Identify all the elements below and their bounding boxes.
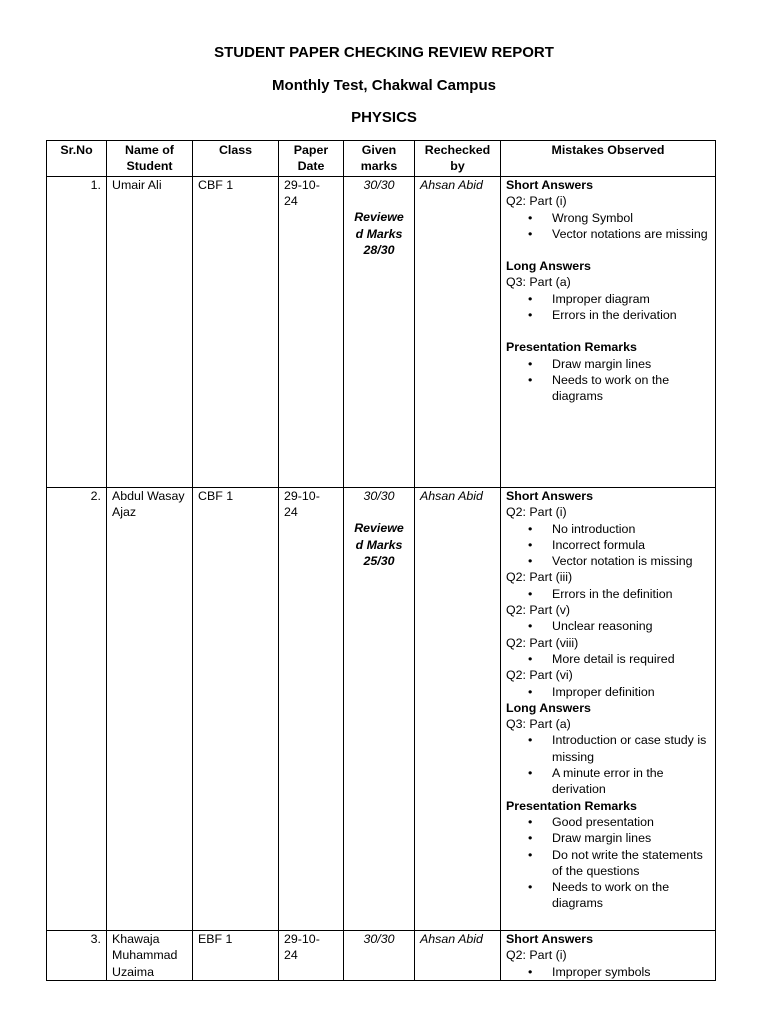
mistake-item: • Wrong Symbol xyxy=(552,210,710,226)
mistake-list xyxy=(506,964,710,980)
table-row xyxy=(47,177,716,488)
mistake-item: • A minute error in the derivation xyxy=(552,765,710,798)
col-header-class: Class xyxy=(193,141,279,177)
table-row xyxy=(47,931,716,981)
question-part: Q2: Part (i) xyxy=(506,948,567,963)
cell-paper-date: 29-10- 24 xyxy=(279,488,344,931)
mistake-list xyxy=(506,814,710,912)
cell-paper-date: 29-10- 24 xyxy=(279,931,344,981)
mistake-list xyxy=(506,356,710,405)
mistake-list xyxy=(506,651,710,667)
mistake-item: • Vector notation is missing xyxy=(552,553,710,569)
question-part: Q2: Part (i) xyxy=(506,194,567,209)
table-row xyxy=(47,488,716,931)
col-header-rechecked: Rechecked by xyxy=(415,141,501,177)
mistake-item: • Unclear reasoning xyxy=(552,618,710,634)
mistake-list xyxy=(506,684,710,700)
cell-sr: 3. xyxy=(47,931,107,981)
cell-marks xyxy=(344,931,415,981)
cell-sr: 1. xyxy=(47,177,107,488)
question-part: Q2: Part (viii) xyxy=(506,635,579,650)
cell-marks xyxy=(344,177,415,488)
mistake-list xyxy=(506,732,710,797)
cell-student-name: Abdul Wasay Ajaz xyxy=(107,488,193,931)
mistake-list xyxy=(506,291,710,324)
given-marks: 30/30 xyxy=(363,178,395,192)
cell-class: CBF 1 xyxy=(193,488,279,931)
table-header-row xyxy=(47,141,716,177)
mistake-item: • Errors in the definition xyxy=(552,586,710,602)
mistake-item: • Draw margin lines xyxy=(552,356,710,372)
col-header-sr: Sr.No xyxy=(47,141,107,177)
given-marks: 30/30 xyxy=(363,932,395,946)
cell-paper-date: 29-10- 24 xyxy=(279,177,344,488)
cell-student-name: Khawaja Muhammad Uzaima xyxy=(107,931,193,981)
col-header-date: Paper Date xyxy=(279,141,344,177)
cell-rechecked-by: Ahsan Abid xyxy=(415,488,501,931)
cell-class: CBF 1 xyxy=(193,177,279,488)
mistake-item: • Errors in the derivation xyxy=(552,307,710,323)
question-part: Q2: Part (v) xyxy=(506,603,571,618)
given-marks: 30/30 xyxy=(363,489,395,503)
mistake-item: • Good presentation xyxy=(552,814,710,830)
review-table xyxy=(46,140,716,981)
section-heading: Long Answers xyxy=(506,700,591,715)
cell-class: EBF 1 xyxy=(193,931,279,981)
section-heading: Long Answers xyxy=(506,259,591,274)
mistake-item: • Introduction or case study is missing xyxy=(552,732,710,765)
section-heading: Presentation Remarks xyxy=(506,340,637,355)
mistake-item: • Vector notations are missing xyxy=(552,226,710,242)
mistake-item: • Do not write the statements of the questions xyxy=(552,847,710,880)
section-heading: Short Answers xyxy=(506,178,593,192)
section-heading: Presentation Remarks xyxy=(506,798,637,813)
section-heading: Short Answers xyxy=(506,932,593,946)
mistake-item: • Draw margin lines xyxy=(552,830,710,846)
mistake-list xyxy=(506,521,710,570)
mistake-item: • No introduction xyxy=(552,521,710,537)
cell-marks xyxy=(344,488,415,931)
report-title: STUDENT PAPER CHECKING REVIEW REPORT xyxy=(214,44,554,61)
cell-mistakes xyxy=(501,177,716,488)
cell-mistakes xyxy=(501,931,716,981)
mistake-list xyxy=(506,618,710,634)
question-part: Q2: Part (iii) xyxy=(506,570,573,585)
section-spacer xyxy=(506,323,710,339)
cell-rechecked-by: Ahsan Abid xyxy=(415,931,501,981)
report-subject: PHYSICS xyxy=(351,109,417,126)
col-header-mistakes: Mistakes Observed xyxy=(501,141,716,177)
col-header-name: Name of Student xyxy=(107,141,193,177)
question-part: Q2: Part (i) xyxy=(506,505,567,520)
cell-student-name: Umair Ali xyxy=(107,177,193,488)
cell-rechecked-by: Ahsan Abid xyxy=(415,177,501,488)
reviewed-marks: Reviewe d Marks 28/30 xyxy=(354,210,404,257)
report-subtitle: Monthly Test, Chakwal Campus xyxy=(272,77,496,94)
section-heading: Short Answers xyxy=(506,489,593,503)
mistake-item: • Incorrect formula xyxy=(552,537,710,553)
cell-sr: 2. xyxy=(47,488,107,931)
col-header-marks: Given marks xyxy=(344,141,415,177)
question-part: Q3: Part (a) xyxy=(506,717,571,732)
mistake-item: • More detail is required xyxy=(552,651,710,667)
question-part: Q2: Part (vi) xyxy=(506,668,573,683)
section-spacer xyxy=(506,242,710,258)
mistake-list xyxy=(506,210,710,243)
question-part: Q3: Part (a) xyxy=(506,275,571,290)
mistake-list xyxy=(506,586,710,602)
mistake-item: • Improper definition xyxy=(552,684,710,700)
mistake-item: • Needs to work on the diagrams xyxy=(552,372,710,405)
mistake-item: • Needs to work on the diagrams xyxy=(552,879,710,912)
cell-mistakes xyxy=(501,488,716,931)
mistake-item: • Improper diagram xyxy=(552,291,710,307)
reviewed-marks: Reviewe d Marks 25/30 xyxy=(354,521,404,568)
mistake-item: • Improper symbols xyxy=(552,964,710,980)
